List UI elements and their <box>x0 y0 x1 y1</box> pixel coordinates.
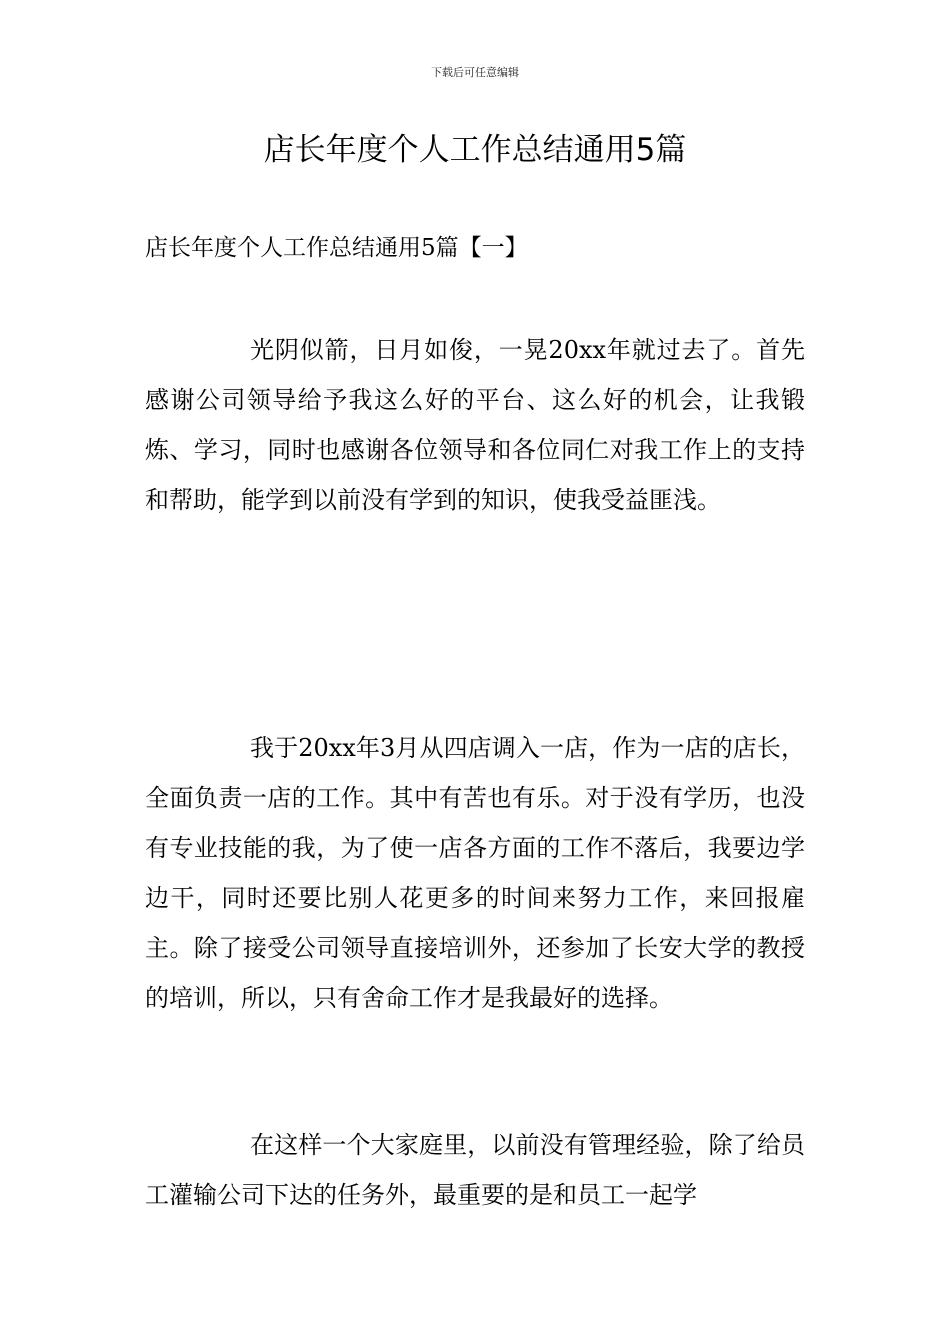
header-note: 下载后可任意编辑 <box>431 66 519 79</box>
paragraph-2-block <box>145 723 805 1023</box>
section-heading: 店长年度个人工作总结通用5篇【一】 <box>145 235 528 261</box>
paragraph-2: 我于20xx年3月从四店调入一店，作为一店的店长，全面负责一店的工作。其中有苦也有乐。对于没有学历，也没有专业技能的我，为了使一店各方面的工作不落后，我要边学边干，同时还要比别人花更多的时间来努力工作，来回报雇主。除了接受公司领导直接培训外，还参加了长安大学的教授的培训，所以，只有舍命工作才是我最好的选择。 <box>145 734 805 1012</box>
paragraph-1-block <box>145 325 805 525</box>
paragraph-3: 在这样一个大家庭里，以前没有管理经验，除了给员工灌输公司下达的任务外，最重要的是和员工一起学 <box>145 1131 805 1209</box>
paragraph-1: 光阴似箭，日月如俊，一晃20xx年就过去了。首先感谢公司领导给予我这么好的平台、这么好的机会，让我锻炼、学习，同时也感谢各位领导和各位同仁对我工作上的支持和帮助，能学到以前没有学到的知识，使我受益匪浅。 <box>145 336 805 514</box>
document-title: 店长年度个人工作总结通用5篇 <box>263 132 687 168</box>
paragraph-3-block <box>145 1120 805 1220</box>
